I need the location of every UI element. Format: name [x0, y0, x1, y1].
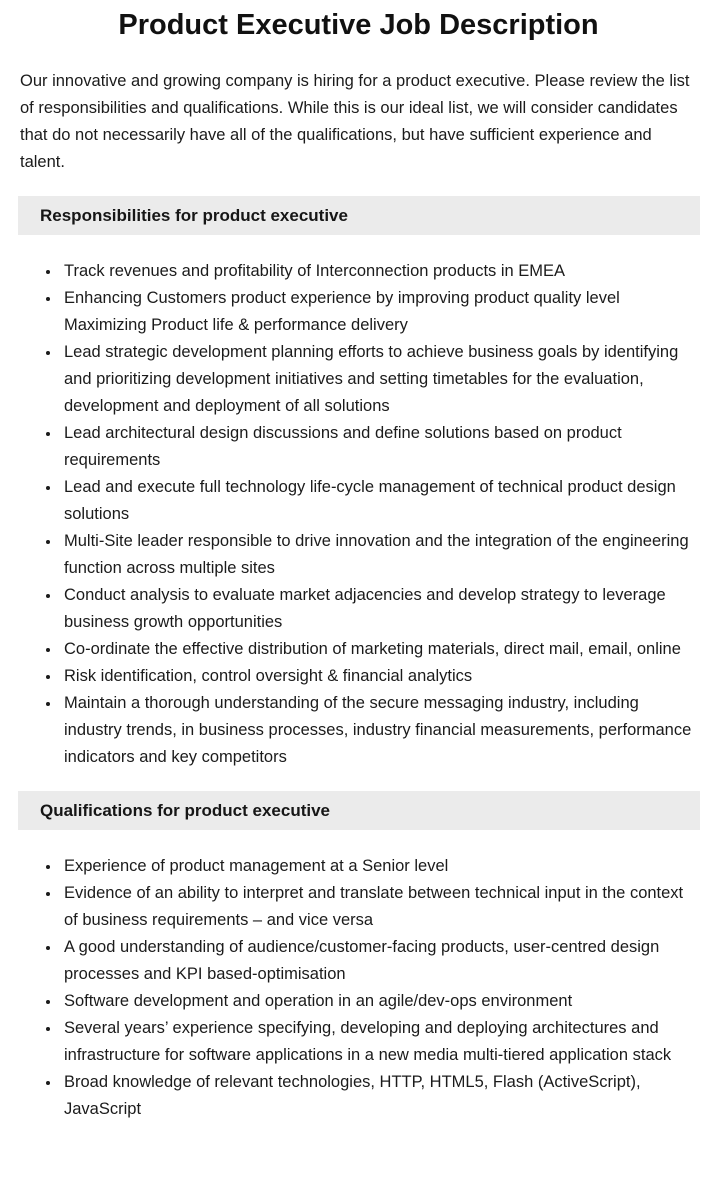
list-item: • Conduct analysis to evaluate market adjacencies and develop strategy to leverage business growth opportunities [61, 582, 697, 636]
page-title: Product Executive Job Description [118, 9, 599, 41]
list-item: • Broad knowledge of relevant technologies, HTTP, HTML5, Flash (ActiveScript), JavaScript [61, 1069, 697, 1123]
list-item: • Maintain a thorough understanding of the secure messaging industry, including industry trends, in business processes, industry financial measurements, performance indicators and key competitors [61, 690, 697, 771]
intro-paragraph: Our innovative and growing company is hiring for a product executive. Please review the list of responsibilities and qualifications. While this is our ideal list, we will consider candidates that do not necessarily have all of the qualifications, but have sufficient experience and talent. [20, 72, 690, 171]
responsibilities-section-heading: Responsibilities for product executive [18, 196, 700, 235]
list-item: • Track revenues and profitability of Interconnection products in EMEA [61, 258, 697, 285]
list-item: • Several years’ experience specifying, developing and deploying architectures and infrastructure for software applications in a new media multi-tiered application stack [61, 1015, 697, 1069]
qualifications-list [20, 853, 697, 1123]
list-item: • Multi-Site leader responsible to drive innovation and the integration of the engineering function across multiple sites [61, 528, 697, 582]
list-item: • Evidence of an ability to interpret and translate between technical input in the context of business requirements – and vice versa [61, 880, 697, 934]
qualifications-section [20, 791, 697, 1123]
list-item: • Lead strategic development planning efforts to achieve business goals by identifying and prioritizing development initiatives and setting timetables for the evaluation, development and deployment of all solutions [61, 339, 697, 420]
list-item: • A good understanding of audience/customer-facing products, user-centred design processes and KPI based-optimisation [61, 934, 697, 988]
responsibilities-list [20, 258, 697, 771]
list-item: • Co-ordinate the effective distribution of marketing materials, direct mail, email, online [61, 636, 697, 663]
list-item: • Lead and execute full technology life-cycle management of technical product design solutions [61, 474, 697, 528]
qualifications-section-heading: Qualifications for product executive [18, 791, 700, 830]
list-item: • Software development and operation in an agile/dev-ops environment [61, 988, 697, 1015]
list-item: • Experience of product management at a Senior level [61, 853, 697, 880]
responsibilities-section [20, 196, 697, 771]
list-item: • Risk identification, control oversight & financial analytics [61, 663, 697, 690]
list-item: • Enhancing Customers product experience by improving product quality level Maximizing Product life & performance delivery [61, 285, 697, 339]
list-item: • Lead architectural design discussions and define solutions based on product requirements [61, 420, 697, 474]
